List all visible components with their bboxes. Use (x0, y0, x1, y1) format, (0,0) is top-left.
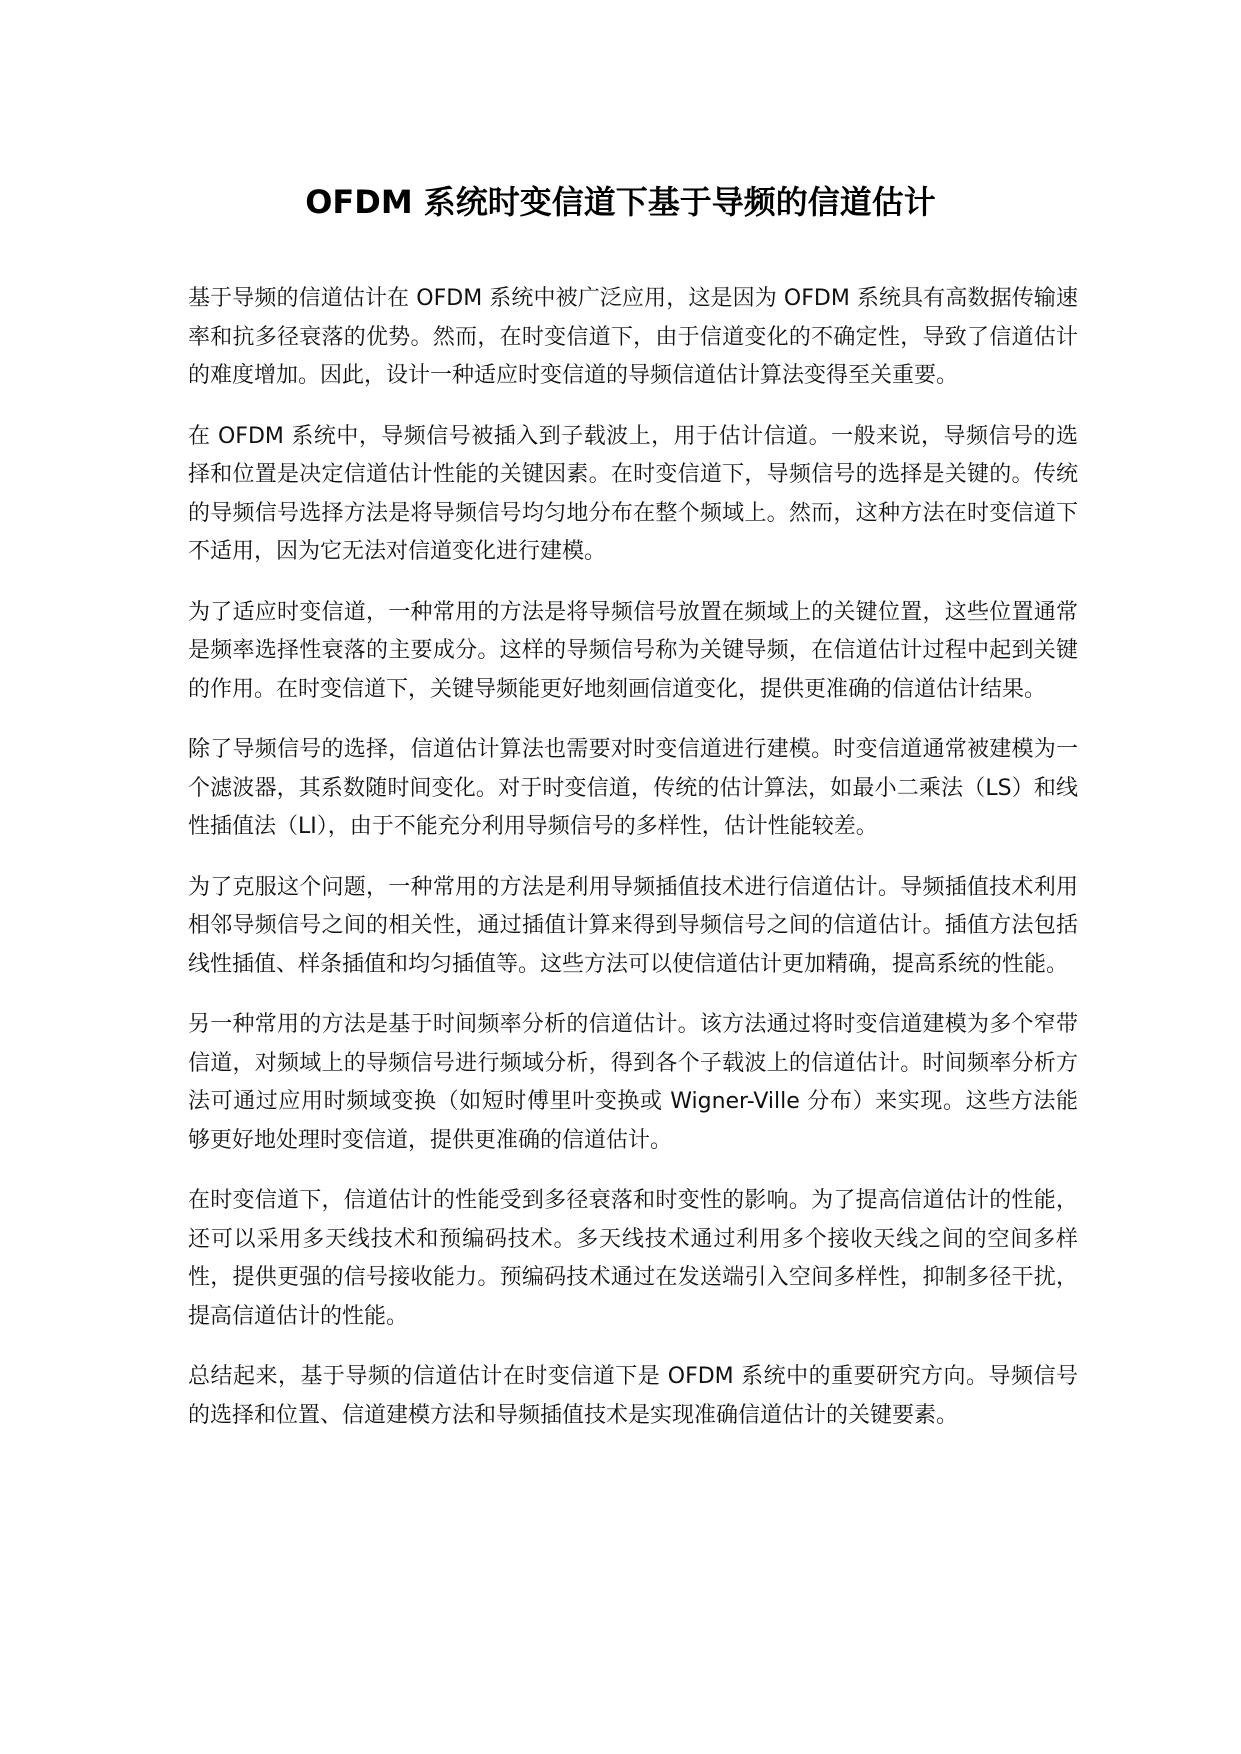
paragraph-5: 为了克服这个问题，一种常用的方法是利用导频插值技术进行信道估计。导频插值技术利用相邻导频信号之间的相关性，通过插值计算来得到导频信号之间的信道估计。插值方法包括线性插值、样条插值和均匀插值等。这些方法可以使信道估计更加精确，提高系统的性能。 (188, 874, 1078, 977)
document-body (188, 280, 1078, 1457)
paragraph-2: 在 OFDM 系统中，导频信号被插入到子载波上，用于估计信道。一般来说，导频信号的选择和位置是决定信道估计性能的关键因素。在时变信道下，导频信号的选择是关键的。传统的导频信号选择方法是将导频信号均匀地分布在整个频域上。然而，这种方法在时变信道下不适用，因为它无法对信道变化进行建模。 (188, 423, 1078, 564)
document-title: OFDM 系统时变信道下基于导频的信道估计 (305, 183, 936, 221)
paragraph-3: 为了适应时变信道，一种常用的方法是将导频信号放置在频域上的关键位置，这些位置通常是频率选择性衰落的主要成分。这样的导频信号称为关键导频，在信道估计过程中起到关键的作用。在时变信道下，关键导频能更好地刻画信道变化，提供更准确的信道估计结果。 (188, 599, 1078, 702)
paragraph-1: 基于导频的信道估计在 OFDM 系统中被广泛应用，这是因为 OFDM 系统具有高数据传输速率和抗多径衰落的优势。然而，在时变信道下，由于信道变化的不确定性，导致了信道估计的难度增加。因此，设计一种适应时变信道的导频信道估计算法变得至关重要。 (188, 286, 1078, 388)
paragraph-8: 总结起来，基于导频的信道估计在时变信道下是 OFDM 系统中的重要研究方向。导频信号的选择和位置、信道建模方法和导频插值技术是实现准确信道估计的关键要素。 (188, 1364, 1078, 1428)
paragraph-4: 除了导频信号的选择，信道估计算法也需要对时变信道进行建模。时变信道通常被建模为一个滤波器，其系数随时间变化。对于时变信道，传统的估计算法，如最小二乘法（LS）和线性插值法（LI），由于不能充分利用导频信号的多样性，估计性能较差。 (188, 737, 1078, 839)
paragraph-7: 在时变信道下，信道估计的性能受到多径衰落和时变性的影响。为了提高信道估计的性能，还可以采用多天线技术和预编码技术。多天线技术通过利用多个接收天线之间的空间多样性，提供更强的信号接收能力。预编码技术通过在发送端引入空间多样性，抑制多径干扰，提高信道估计的性能。 (188, 1188, 1078, 1329)
paragraph-6: 另一种常用的方法是基于时间频率分析的信道估计。该方法通过将时变信道建模为多个窄带信道，对频域上的导频信号进行频域分析，得到各个子载波上的信道估计。时间频率分析方法可通过应用时频域变换（如短时傅里叶变换或 Wigner-Ville 分布）来实现。这些方法能够更好地处理时变信道，提供更准确的信道估计。 (188, 1012, 1078, 1153)
